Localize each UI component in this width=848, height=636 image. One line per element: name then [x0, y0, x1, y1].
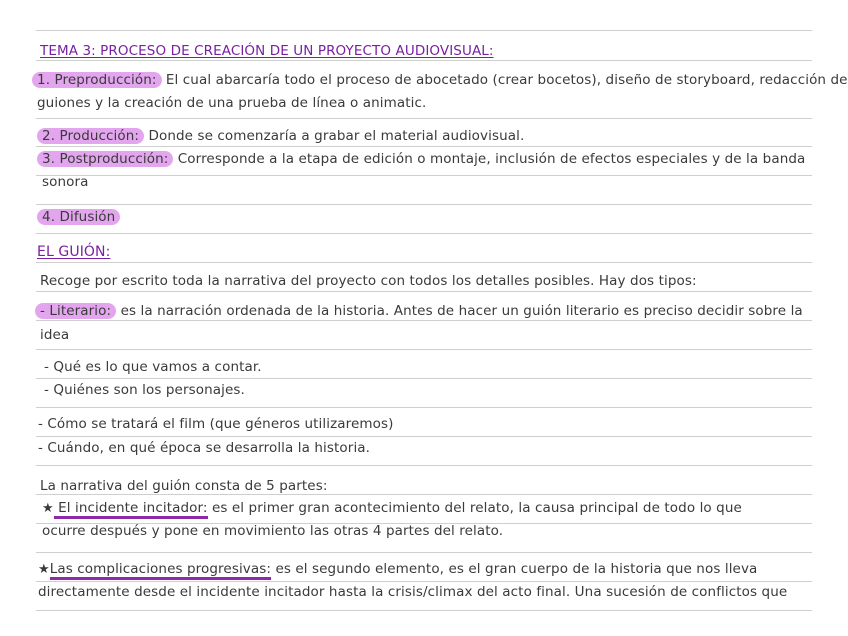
parts-intro: La narrativa del guión consta de 5 partes:	[40, 478, 328, 494]
ruled-line	[36, 552, 812, 553]
ruled-line	[36, 204, 812, 205]
page-title: TEMA 3: PROCESO DE CREACIÓN DE UN PROYECTO AUDIOVISUAL:	[40, 43, 494, 59]
section-heading: EL GUIÓN:	[37, 244, 111, 260]
ruled-line	[36, 118, 812, 119]
ruled-line	[36, 60, 812, 61]
question-item: - Quiénes son los personajes.	[44, 382, 245, 398]
part-label: Las complicaciones progresivas:	[50, 561, 271, 580]
question-item: - Cómo se tratará el film (que géneros utilizaremos)	[38, 416, 394, 432]
phase-line	[37, 71, 848, 89]
ruled-line	[36, 465, 812, 466]
part-continuation: ocurre después y pone en movimiento las otras 4 partes del relato.	[42, 523, 504, 539]
ruled-line	[36, 320, 812, 321]
question-item: - Qué es lo que vamos a contar.	[44, 359, 262, 375]
ruled-line	[36, 175, 812, 176]
phase-continuation: sonora	[42, 174, 89, 190]
phase-text: Donde se comenzaría a grabar el material audiovisual.	[144, 128, 525, 144]
ruled-line	[36, 30, 812, 31]
part-text: es el segundo elemento, es el gran cuerpo de la historia que nos lleva	[271, 561, 758, 577]
ruled-line	[36, 291, 812, 292]
guion-intro: Recoge por escrito toda la narrativa del proyecto con todos los detalles posibles. Hay dos tipos:	[40, 273, 697, 289]
question-item: - Cuándo, en qué época se desarrolla la historia.	[38, 440, 371, 456]
literario-line	[40, 302, 803, 320]
ruled-line	[36, 407, 812, 408]
ruled-line	[36, 233, 812, 234]
part-continuation: directamente desde el incidente incitador hasta la crisis/climax del acto final. Una sucesión de conflictos que	[38, 584, 788, 600]
star-icon: ★	[38, 562, 50, 577]
phase-label-highlight: 4. Difusión	[37, 209, 120, 225]
part-item	[38, 560, 757, 579]
phase-line	[42, 127, 524, 145]
phase-text: El cual abarcaría todo el proceso de abocetado (crear bocetos), diseño de storyboard, redacción de	[161, 72, 848, 88]
part-item	[42, 499, 742, 518]
ruled-line	[36, 610, 812, 611]
ruled-line	[36, 581, 812, 582]
literario-label-highlight: - Literario:	[35, 303, 116, 319]
ruled-line	[36, 262, 812, 263]
ruled-line	[36, 146, 812, 147]
phase-label-highlight: 2. Producción:	[37, 128, 144, 144]
part-label: El incidente incitador:	[54, 500, 208, 519]
ruled-line	[36, 378, 812, 379]
phase-label-highlight: 3. Postproducción:	[37, 151, 173, 167]
star-icon: ★	[42, 501, 54, 516]
phase-text: Corresponde a la etapa de edición o montaje, inclusión de efectos especiales y de la banda	[173, 151, 806, 167]
phase-continuation: guiones y la creación de una prueba de línea o animatic.	[37, 95, 427, 111]
phase-line	[42, 150, 805, 168]
phase-label-highlight: 1. Preproducción:	[32, 72, 162, 88]
literario-continuation: idea	[40, 327, 70, 343]
part-text: es el primer gran acontecimiento del relato, la causa principal de todo lo que	[207, 500, 742, 516]
ruled-line	[36, 436, 812, 437]
literario-text: es la narración ordenada de la historia. Antes de hacer un guión literario es preciso decidir sobre la	[116, 303, 803, 319]
ruled-line	[36, 349, 812, 350]
phase-line	[42, 208, 120, 226]
